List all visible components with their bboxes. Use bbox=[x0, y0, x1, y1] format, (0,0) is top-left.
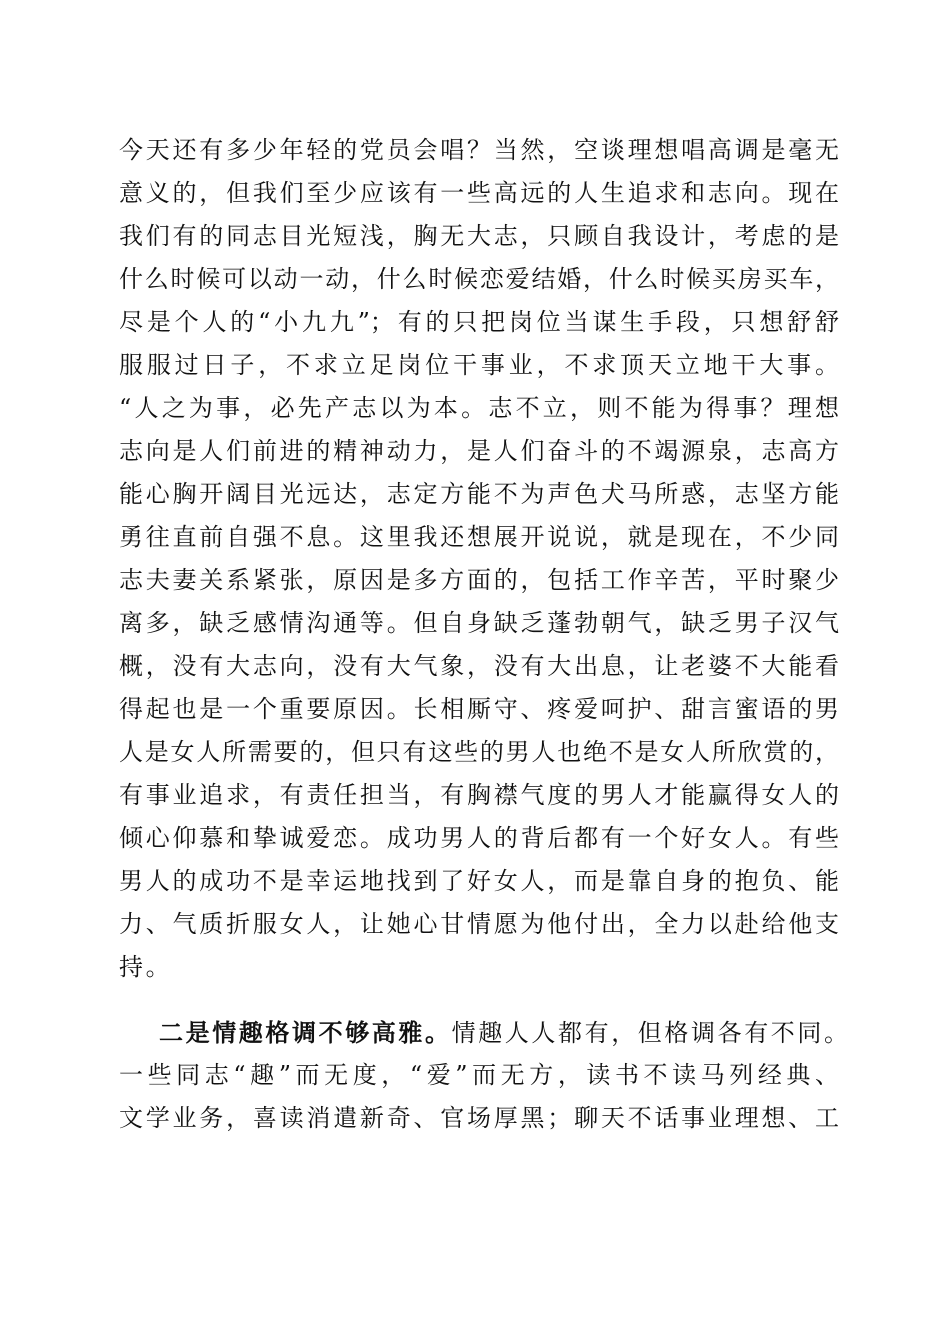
heading-line-text: 情趣人人都有，但格调各有不同。 bbox=[451, 1019, 851, 1047]
paragraph-1 bbox=[119, 129, 839, 989]
text-line: 得起也是一个重要原因。长相厮守、疼爱呵护、甜言蜜语的男 bbox=[119, 695, 839, 723]
text-line: 今天还有多少年轻的党员会唱？当然，空谈理想唱高调是毫无 bbox=[119, 136, 839, 164]
body-text bbox=[119, 129, 851, 1140]
text-line: 意义的，但我们至少应该有一些高远的人生追求和志向。现在 bbox=[119, 179, 839, 207]
text-line: 尽是个人的“小九九”；有的只把岗位当谋生手段，只想舒舒 bbox=[119, 308, 839, 336]
text-line: 有事业追求，有责任担当，有胸襟气度的男人才能赢得女人的 bbox=[119, 781, 839, 809]
text-line: 倾心仰慕和挚诚爱恋。成功男人的背后都有一个好女人。有些 bbox=[119, 824, 839, 852]
text-line: 力、气质折服女人，让她心甘情愿为他付出，全力以赴给他支 bbox=[119, 910, 839, 938]
text-line: 勇往直前自强不息。这里我还想展开说说，就是现在，不少同 bbox=[119, 523, 839, 551]
text-line: 服服过日子，不求立足岗位干事业，不求顶天立地干大事。 bbox=[119, 351, 839, 379]
text-line: 男人的成功不是幸运地找到了好女人，而是靠自身的抱负、能 bbox=[119, 867, 839, 895]
text-line: 志夫妻关系紧张，原因是多方面的，包括工作辛苦，平时聚少 bbox=[119, 566, 839, 594]
text-line: 一些同志“趣”而无度，“爱”而无方，读书不读马列经典、 bbox=[119, 1061, 839, 1089]
text-line: 我们有的同志目光短浅，胸无大志，只顾自我设计，考虑的是 bbox=[119, 222, 839, 250]
text-line: 文学业务，喜读消遣新奇、官场厚黑；聊天不话事业理想、工 bbox=[119, 1104, 839, 1132]
paragraph-2 bbox=[119, 1011, 851, 1140]
text-line bbox=[119, 1011, 851, 1054]
text-line: 人是女人所需要的，但只有这些的男人也绝不是女人所欣赏的， bbox=[119, 738, 839, 766]
text-line: 能心胸开阔目光远达，志定方能不为声色犬马所惑，志坚方能 bbox=[119, 480, 839, 508]
text-line: 持。 bbox=[119, 953, 173, 981]
text-line: 概，没有大志向，没有大气象，没有大出息，让老婆不大能看 bbox=[119, 652, 839, 680]
text-line: 离多，缺乏感情沟通等。但自身缺乏蓬勃朝气，缺乏男子汉气 bbox=[119, 609, 839, 637]
section-heading: 二是情趣格调不够高雅。 bbox=[159, 1018, 452, 1047]
text-line: 什么时候可以动一动，什么时候恋爱结婚，什么时候买房买车， bbox=[119, 265, 839, 293]
text-line: 志向是人们前进的精神动力，是人们奋斗的不竭源泉，志高方 bbox=[119, 437, 839, 465]
text-line: “人之为事，必先产志以为本。志不立，则不能为得事？理想 bbox=[119, 394, 839, 422]
paragraph-gap bbox=[119, 989, 839, 1011]
